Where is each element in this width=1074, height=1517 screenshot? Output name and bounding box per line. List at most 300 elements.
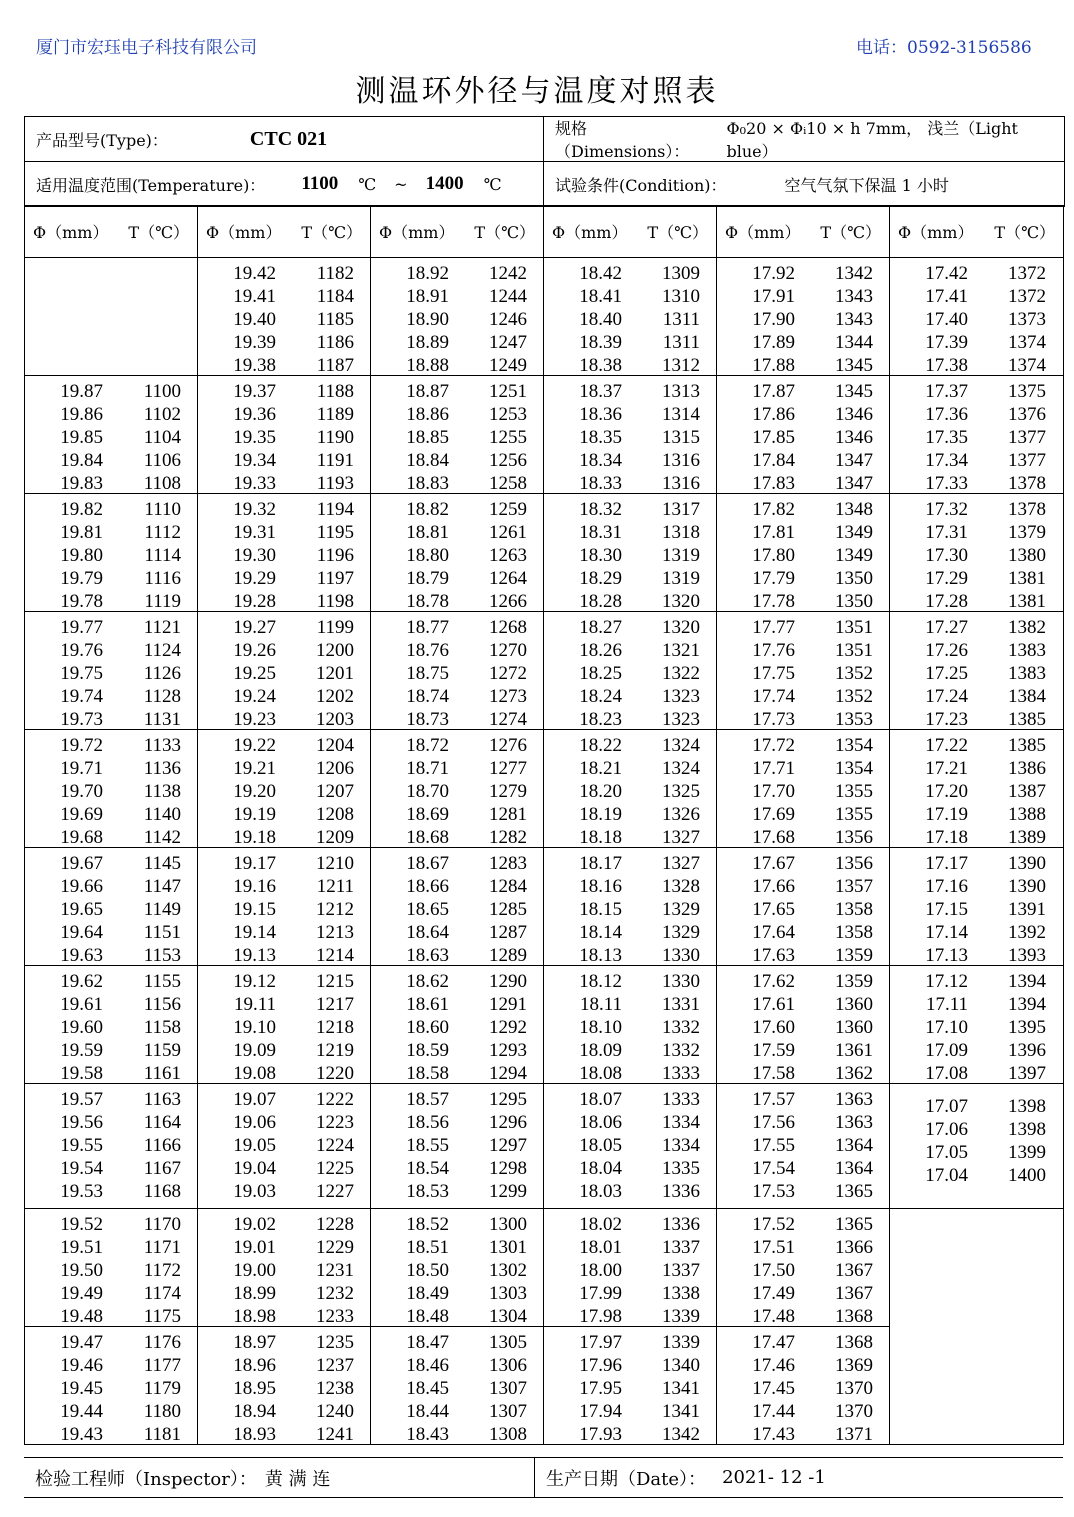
temperature-value: 1329 <box>662 921 700 943</box>
temperature-value: 1215 <box>316 971 354 992</box>
table-row <box>717 263 889 286</box>
diameter-value: 18.06 <box>579 1111 622 1133</box>
diameter-value: 19.25 <box>233 662 276 684</box>
diameter-value: 18.60 <box>406 1016 449 1038</box>
table-row <box>25 994 197 1017</box>
temperature-value: 1279 <box>489 780 527 802</box>
diameter-value: 18.49 <box>406 1282 449 1304</box>
temperature-value: 1208 <box>316 803 354 825</box>
temperature-value: 1341 <box>662 1400 700 1422</box>
diameter-value: 18.21 <box>579 757 622 779</box>
table-cell <box>25 1209 198 1327</box>
temperature-value: 1199 <box>316 617 354 638</box>
table-row <box>198 781 370 804</box>
table-block-row <box>25 376 1064 494</box>
diameter-value: 19.01 <box>233 1236 276 1258</box>
table-row <box>25 1306 197 1329</box>
diameter-value: 18.81 <box>406 521 449 543</box>
temperature-value: 1345 <box>835 354 873 376</box>
table-row <box>717 1378 889 1401</box>
diameter-value: 18.61 <box>406 993 449 1015</box>
table-row <box>717 1214 889 1237</box>
table-row <box>717 473 889 496</box>
table-row <box>198 1306 370 1329</box>
diameter-value: 19.09 <box>233 1039 276 1061</box>
table-block-row <box>25 730 1064 848</box>
diameter-value: 17.66 <box>752 875 795 897</box>
temperature-value: 1385 <box>1008 735 1046 756</box>
table-row <box>890 1119 1063 1142</box>
diameter-value: 17.94 <box>579 1400 622 1422</box>
diameter-value: 18.07 <box>579 1089 622 1110</box>
table-row <box>717 876 889 899</box>
table-row <box>371 1401 543 1424</box>
table-row <box>890 971 1063 994</box>
table-row <box>25 427 197 450</box>
diameter-value: 17.78 <box>752 590 795 612</box>
diameter-value: 18.20 <box>579 780 622 802</box>
temperature-value: 1268 <box>489 617 527 638</box>
table-cell <box>717 612 890 730</box>
table-cell <box>717 376 890 494</box>
temperature-value: 1180 <box>143 1400 181 1422</box>
temperature-value: 1378 <box>1008 472 1046 494</box>
table-cell <box>371 376 544 494</box>
table-row <box>198 1158 370 1181</box>
table-row <box>544 617 716 640</box>
temperature-value: 1276 <box>489 735 527 756</box>
table-row <box>25 640 197 663</box>
temperature-label: 适用温度范围(Temperature)： <box>36 175 266 195</box>
table-cell <box>890 730 1064 848</box>
table-row <box>544 1089 716 1112</box>
diameter-value: 17.26 <box>925 639 968 661</box>
diameter-value: 18.44 <box>406 1400 449 1422</box>
table-row <box>371 994 543 1017</box>
temperature-value: 1355 <box>835 803 873 825</box>
diameter-value: 18.98 <box>233 1305 276 1327</box>
temperature-value: 1369 <box>835 1354 873 1376</box>
diameter-value: 19.65 <box>60 898 103 920</box>
temperature-value: 1214 <box>316 944 354 966</box>
diameter-value: 18.50 <box>406 1259 449 1281</box>
table-row <box>25 1135 197 1158</box>
diameter-header: Φ（mm） <box>33 223 109 242</box>
temperature-value: 1340 <box>662 1354 700 1376</box>
table-row <box>717 545 889 568</box>
table-row <box>544 286 716 309</box>
diameter-value: 19.31 <box>233 521 276 543</box>
table-row <box>544 686 716 709</box>
temperature-value: 1128 <box>143 685 181 707</box>
temperature-value: 1355 <box>835 780 873 802</box>
temperature-value: 1237 <box>316 1354 354 1376</box>
temperature-value: 1316 <box>662 449 700 471</box>
table-row <box>25 545 197 568</box>
diameter-value: 18.35 <box>579 426 622 448</box>
table-row <box>544 427 716 450</box>
temperature-value: 1322 <box>662 662 700 684</box>
diameter-value: 17.70 <box>752 780 795 802</box>
table-row <box>371 1017 543 1040</box>
table-row <box>544 450 716 473</box>
diameter-value: 17.57 <box>752 1089 795 1110</box>
temperature-unit-min: ℃ <box>358 174 377 194</box>
diameter-value: 18.69 <box>406 803 449 825</box>
diameter-value: 18.89 <box>406 331 449 353</box>
table-cell <box>717 966 890 1084</box>
diameter-value: 18.91 <box>406 285 449 307</box>
diameter-value: 19.67 <box>60 853 103 874</box>
table-row <box>890 617 1063 640</box>
diameter-value: 17.58 <box>752 1062 795 1084</box>
table-row <box>890 591 1063 614</box>
table-cell <box>198 494 371 612</box>
table-row <box>890 853 1063 876</box>
column-header <box>890 206 1064 258</box>
table-row <box>717 853 889 876</box>
table-row <box>890 640 1063 663</box>
diameter-value: 19.45 <box>60 1377 103 1399</box>
table-row <box>717 1040 889 1063</box>
diameter-value: 19.76 <box>60 639 103 661</box>
table-cell <box>198 1084 371 1209</box>
diameter-value: 19.66 <box>60 875 103 897</box>
table-row <box>890 1017 1063 1040</box>
diameter-value: 17.59 <box>752 1039 795 1061</box>
temperature-value: 1114 <box>144 544 181 566</box>
table-block-row <box>25 848 1064 966</box>
diameter-value: 19.80 <box>60 544 103 566</box>
dimensions-value: Φ₀20 × Φᵢ10 × h 7mm， 浅兰（Light blue） <box>726 119 1018 161</box>
table-row <box>371 1332 543 1355</box>
diameter-value: 17.63 <box>752 944 795 966</box>
diameter-value: 17.73 <box>752 708 795 730</box>
temperature-value: 1341 <box>662 1377 700 1399</box>
diameter-value: 18.66 <box>406 875 449 897</box>
table-cell <box>25 1327 198 1445</box>
page-title: 测温环外径与温度对照表 <box>355 74 719 109</box>
diameter-value: 17.62 <box>752 971 795 992</box>
diameter-value: 18.90 <box>406 308 449 330</box>
temperature-value: 1358 <box>835 921 873 943</box>
diameter-value: 18.88 <box>406 354 449 376</box>
diameter-value: 18.03 <box>579 1180 622 1202</box>
table-row <box>25 971 197 994</box>
temperature-value: 1338 <box>662 1282 700 1304</box>
table-row <box>717 899 889 922</box>
temperature-value: 1377 <box>1008 449 1046 471</box>
info-panel <box>24 116 1065 207</box>
table-row <box>371 427 543 450</box>
temperature-value: 1212 <box>316 898 354 920</box>
table-row <box>25 781 197 804</box>
table-cell <box>371 494 544 612</box>
diameter-value: 18.79 <box>406 567 449 589</box>
temperature-value: 1344 <box>835 331 873 353</box>
table-row <box>371 827 543 850</box>
table-row <box>198 1017 370 1040</box>
temperature-value: 1263 <box>489 544 527 566</box>
table-row <box>371 1181 543 1204</box>
table-block-row <box>25 612 1064 730</box>
table-row <box>371 499 543 522</box>
table-cell <box>717 1209 890 1327</box>
table-row <box>371 473 543 496</box>
diameter-value: 17.96 <box>579 1354 622 1376</box>
temperature-value: 1337 <box>662 1259 700 1281</box>
diameter-value: 18.65 <box>406 898 449 920</box>
diameter-value: 19.51 <box>60 1236 103 1258</box>
table-row <box>544 876 716 899</box>
diameter-value: 17.15 <box>925 898 968 920</box>
temperature-value: 1374 <box>1008 354 1046 376</box>
table-row <box>717 286 889 309</box>
temperature-value: 1339 <box>662 1332 700 1353</box>
diameter-value: 19.53 <box>60 1180 103 1202</box>
diameter-value: 18.38 <box>579 354 622 376</box>
table-cell <box>544 1084 717 1209</box>
diameter-value: 18.86 <box>406 403 449 425</box>
temperature-value: 1299 <box>489 1180 527 1202</box>
temperature-value: 1131 <box>143 708 181 730</box>
diameter-value: 19.73 <box>60 708 103 730</box>
table-row <box>198 663 370 686</box>
temperature-value: 1219 <box>316 1039 354 1061</box>
diameter-value: 18.64 <box>406 921 449 943</box>
temperature-header: T（℃） <box>301 223 362 242</box>
diameter-value: 19.74 <box>60 685 103 707</box>
table-cell <box>544 1327 717 1445</box>
table-row <box>890 781 1063 804</box>
diameter-value: 19.12 <box>233 971 276 992</box>
table-cell <box>198 612 371 730</box>
diameter-value: 17.87 <box>752 381 795 402</box>
diameter-value: 18.28 <box>579 590 622 612</box>
diameter-value: 18.31 <box>579 521 622 543</box>
table-row <box>198 922 370 945</box>
diameter-value: 19.02 <box>233 1214 276 1235</box>
diameter-value: 19.13 <box>233 944 276 966</box>
diameter-value: 17.10 <box>925 1016 968 1038</box>
temperature-value: 1307 <box>489 1377 527 1399</box>
diameter-value: 17.38 <box>925 354 968 376</box>
diameter-value: 18.57 <box>406 1089 449 1110</box>
table-row <box>371 1158 543 1181</box>
temperature-value: 1333 <box>662 1089 700 1110</box>
table-cell <box>198 258 371 376</box>
temperature-value: 1377 <box>1008 426 1046 448</box>
diameter-value: 17.19 <box>925 803 968 825</box>
table-row <box>544 1332 716 1355</box>
table-row <box>371 1260 543 1283</box>
table-cell <box>890 966 1064 1084</box>
table-row <box>890 381 1063 404</box>
table-row <box>544 1063 716 1086</box>
table-row <box>717 640 889 663</box>
temperature-value: 1179 <box>143 1377 181 1399</box>
temperature-value: 1249 <box>489 354 527 376</box>
dimensions-label: 规格（Dimensions）： <box>555 119 690 161</box>
diameter-value: 19.68 <box>60 826 103 848</box>
diameter-value: 19.03 <box>233 1180 276 1202</box>
temperature-value: 1153 <box>143 944 181 966</box>
temperature-value: 1384 <box>1008 685 1046 707</box>
diameter-value: 17.06 <box>925 1118 968 1140</box>
temperature-value: 1238 <box>316 1377 354 1399</box>
temperature-value: 1172 <box>143 1259 181 1281</box>
table-row <box>544 1237 716 1260</box>
temperature-value: 1255 <box>489 426 527 448</box>
table-row <box>25 1424 197 1447</box>
table-row <box>717 922 889 945</box>
table-row <box>544 853 716 876</box>
table-row <box>25 758 197 781</box>
table-cell <box>25 376 198 494</box>
diameter-value: 17.53 <box>752 1180 795 1202</box>
temperature-value: 1351 <box>835 639 873 661</box>
table-row <box>25 1089 197 1112</box>
diameter-value: 17.65 <box>752 898 795 920</box>
table-row <box>25 1063 197 1086</box>
diameter-value: 19.83 <box>60 472 103 494</box>
diameter-value: 19.41 <box>233 285 276 307</box>
diameter-value: 17.80 <box>752 544 795 566</box>
temperature-value: 1177 <box>143 1354 181 1376</box>
table-row <box>544 1260 716 1283</box>
temperature-value: 1204 <box>316 735 354 756</box>
table-cell <box>544 730 717 848</box>
temperature-value: 1328 <box>662 875 700 897</box>
table-cell <box>717 258 890 376</box>
column-header <box>717 206 890 258</box>
table-row <box>717 686 889 709</box>
phone-number: 电话：0592-3156586 <box>856 38 1032 58</box>
table-row <box>890 827 1063 850</box>
temperature-value: 1319 <box>662 544 700 566</box>
table-row <box>198 1283 370 1306</box>
temperature-value: 1227 <box>316 1180 354 1202</box>
diameter-value: 19.33 <box>233 472 276 494</box>
table-row <box>25 591 197 614</box>
table-row <box>717 332 889 355</box>
diameter-value: 19.42 <box>233 263 276 284</box>
table-row <box>25 1181 197 1204</box>
diameter-value: 17.82 <box>752 499 795 520</box>
temperature-value: 1207 <box>316 780 354 802</box>
temperature-value: 1228 <box>316 1214 354 1235</box>
table-row <box>198 381 370 404</box>
diameter-value: 18.04 <box>579 1157 622 1179</box>
diameter-value: 17.95 <box>579 1377 622 1399</box>
temperature-value: 1223 <box>316 1111 354 1133</box>
diameter-value: 17.25 <box>925 662 968 684</box>
table-row <box>25 804 197 827</box>
diameter-value: 18.00 <box>579 1259 622 1281</box>
table-cell <box>198 848 371 966</box>
diameter-value: 18.34 <box>579 449 622 471</box>
temperature-value: 1312 <box>662 354 700 376</box>
column-header <box>25 206 198 258</box>
table-block-row <box>25 494 1064 612</box>
inspector-cell <box>24 1458 535 1497</box>
table-row <box>198 827 370 850</box>
diameter-value: 19.85 <box>60 426 103 448</box>
temperature-value: 1241 <box>316 1423 354 1445</box>
table-row <box>890 450 1063 473</box>
table-cell <box>544 494 717 612</box>
diameter-value: 18.45 <box>406 1377 449 1399</box>
temperature-value: 1296 <box>489 1111 527 1133</box>
table-row <box>890 1142 1063 1165</box>
temperature-value: 1375 <box>1008 381 1046 402</box>
table-block-row <box>25 1327 1064 1445</box>
diameter-value: 19.63 <box>60 944 103 966</box>
table-cell <box>890 376 1064 494</box>
table-row <box>25 404 197 427</box>
temperature-value: 1343 <box>835 308 873 330</box>
diameter-value: 18.54 <box>406 1157 449 1179</box>
diameter-value: 18.19 <box>579 803 622 825</box>
temperature-value: 1397 <box>1008 1062 1046 1084</box>
temperature-value: 1393 <box>1008 944 1046 966</box>
type-cell <box>25 117 544 161</box>
condition-label: 试验条件(Condition)： <box>555 175 727 195</box>
temperature-value: 1110 <box>144 499 181 520</box>
table-row <box>371 1355 543 1378</box>
table-row <box>717 663 889 686</box>
temperature-value: 1352 <box>835 685 873 707</box>
table-cell <box>717 1084 890 1209</box>
temperature-value: 1167 <box>143 1157 181 1179</box>
temperature-value: 1284 <box>489 875 527 897</box>
temperature-value: 1308 <box>489 1423 527 1445</box>
diameter-value: 19.86 <box>60 403 103 425</box>
diameter-value: 18.18 <box>579 826 622 848</box>
temperature-value: 1345 <box>835 381 873 402</box>
diameter-value: 17.61 <box>752 993 795 1015</box>
table-row <box>371 545 543 568</box>
date-label: 生产日期（Date）： <box>546 1468 707 1490</box>
diameter-value: 18.96 <box>233 1354 276 1376</box>
table-row <box>890 1063 1063 1086</box>
table-row <box>198 640 370 663</box>
temperature-value: 1394 <box>1008 993 1046 1015</box>
diameter-value: 18.27 <box>579 617 622 638</box>
table-row <box>544 971 716 994</box>
temperature-value: 1174 <box>143 1282 181 1304</box>
diameter-value: 18.23 <box>579 708 622 730</box>
table-row <box>890 263 1063 286</box>
table-row <box>198 1214 370 1237</box>
table-row <box>25 853 197 876</box>
temperature-unit-max: ℃ <box>483 174 502 194</box>
temperature-value: 1272 <box>489 662 527 684</box>
diameter-value: 18.01 <box>579 1236 622 1258</box>
diameter-value: 19.06 <box>233 1111 276 1133</box>
diameter-value: 18.46 <box>406 1354 449 1376</box>
diameter-value: 17.22 <box>925 735 968 756</box>
table-row <box>544 1158 716 1181</box>
temperature-value: 1108 <box>143 472 181 494</box>
table-row <box>717 1063 889 1086</box>
inspector-label: 检验工程师（Inspector）： <box>35 1468 257 1490</box>
temperature-value: 1133 <box>143 735 181 756</box>
table-row <box>890 568 1063 591</box>
diameter-value: 17.77 <box>752 617 795 638</box>
diameter-value: 17.81 <box>752 521 795 543</box>
table-cell <box>371 612 544 730</box>
